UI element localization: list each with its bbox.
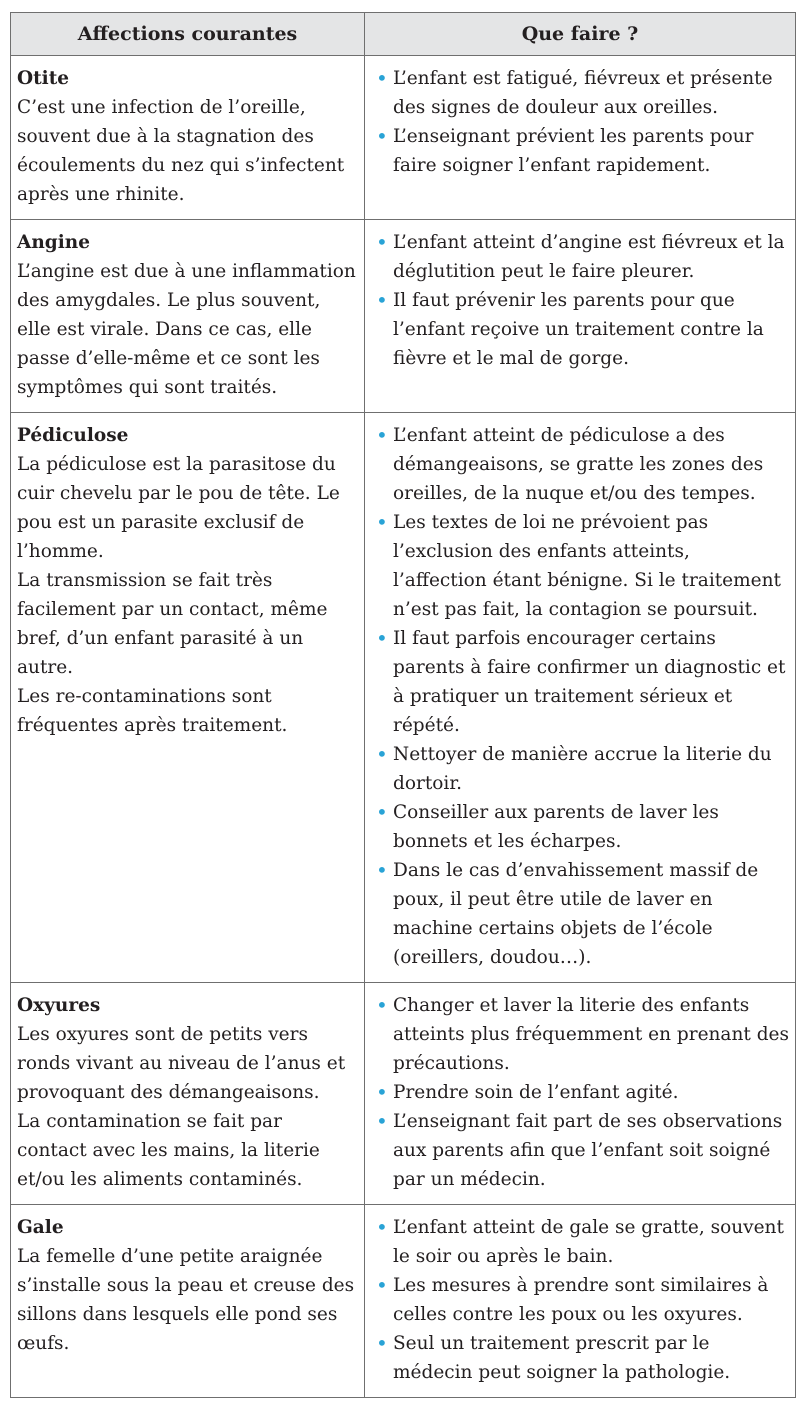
- action-list: [373, 421, 789, 972]
- action-item: [373, 122, 789, 180]
- action-text: Les textes de loi ne prévoient pas l’exclusion des enfants atteints, l’affection étant bénigne. Si le traitement n’est pas fait, la contagion se poursuit.: [393, 512, 781, 620]
- action-cell: [365, 983, 795, 1204]
- action-text: Dans le cas d’envahissement massif de poux, il peut être utile de laver en machine certains objets de l’école (oreillers, doudou…).: [393, 860, 759, 968]
- affection-cell: [11, 983, 365, 1204]
- affection-description: La femelle d’une petite araignée s’installe sous la peau et creuse des sillons dans lesquels elle pond ses œufs.: [17, 1246, 355, 1354]
- action-list: [373, 1213, 789, 1387]
- action-item: [373, 421, 789, 508]
- action-item: [373, 740, 789, 798]
- action-item: [373, 798, 789, 856]
- affection-name: Angine: [17, 232, 90, 253]
- affection-description: La pédiculose est la parasitose du cuir chevelu par le pou de tête. Le pou est un parasite exclusif de l’homme.: [17, 454, 340, 562]
- action-item: [373, 286, 789, 373]
- action-text: L’enfant atteint de pédiculose a des démangeaisons, se gratte les zones des oreilles, de la nuque et/ou des tempes.: [393, 425, 764, 504]
- action-item: [373, 1213, 789, 1271]
- action-cell: [365, 1205, 795, 1397]
- action-text: Changer et laver la literie des enfants atteints plus fréquemment en prenant des précautions.: [393, 995, 789, 1074]
- affections-table: [10, 12, 796, 1398]
- bullet-icon: •: [376, 800, 388, 824]
- action-text: L’enseignant fait part de ses observations aux parents afin que l’enfant soit soigné par un médecin.: [393, 1111, 783, 1190]
- action-text: Les mesures à prendre sont similaires à celles contre les poux ou les oxyures.: [393, 1275, 769, 1325]
- action-text: Seul un traitement prescrit par le médecin peut soigner la pathologie.: [393, 1333, 731, 1383]
- bullet-icon: •: [376, 1080, 388, 1104]
- bullet-icon: •: [376, 510, 388, 534]
- bullet-icon: •: [376, 288, 388, 312]
- bullet-icon: •: [376, 124, 388, 148]
- table-row: [11, 413, 795, 983]
- action-text: L’enfant atteint de gale se gratte, souvent le soir ou après le bain.: [393, 1217, 784, 1267]
- table-row: [11, 983, 795, 1205]
- action-list: [373, 991, 789, 1194]
- header-affections: Affections courantes: [11, 13, 365, 55]
- bullet-icon: •: [376, 1109, 388, 1133]
- action-text: L’enfant atteint d’angine est fiévreux et la déglutition peut le faire pleurer.: [393, 232, 785, 282]
- affection-name: Otite: [17, 68, 70, 89]
- action-item: [373, 1078, 789, 1107]
- bullet-icon: •: [376, 858, 388, 882]
- affection-description: Les oxyures sont de petits vers ronds vivant au niveau de l’anus et provoquant des démangeaisons.: [17, 1024, 346, 1103]
- affection-description: Les re-contaminations sont fréquentes après traitement.: [17, 686, 288, 736]
- action-text: Il faut prévenir les parents pour que l’enfant reçoive un traitement contre la fièvre et le mal de gorge.: [393, 290, 764, 369]
- action-text: Prendre soin de l’enfant agité.: [393, 1082, 679, 1103]
- bullet-icon: •: [376, 742, 388, 766]
- action-item: [373, 624, 789, 740]
- affection-description: L’angine est due à une inflammation des amygdales. Le plus souvent, elle est virale. Dans ce cas, elle passe d’elle-même et ce sont les symptômes qui sont traités.: [17, 261, 356, 398]
- affection-name: Gale: [17, 1217, 64, 1238]
- bullet-icon: •: [376, 626, 388, 650]
- affection-cell: [11, 220, 365, 412]
- affection-cell: [11, 56, 365, 219]
- action-text: Nettoyer de manière accrue la literie du dortoir.: [393, 744, 772, 794]
- bullet-icon: •: [376, 423, 388, 447]
- action-text: L’enfant est fatigué, fiévreux et présente des signes de douleur aux oreilles.: [393, 68, 773, 118]
- bullet-icon: •: [376, 230, 388, 254]
- action-cell: [365, 413, 795, 982]
- action-cell: [365, 220, 795, 412]
- action-item: [373, 991, 789, 1078]
- bullet-icon: •: [376, 993, 388, 1017]
- affection-description: C’est une infection de l’oreille, souvent due à la stagnation des écoulements du nez qui s’infectent après une rhinite.: [17, 97, 345, 205]
- action-item: [373, 1271, 789, 1329]
- affection-name: Pédiculose: [17, 425, 129, 446]
- action-list: [373, 228, 789, 373]
- action-item: [373, 508, 789, 624]
- table-header: [11, 13, 795, 56]
- bullet-icon: •: [376, 1273, 388, 1297]
- action-list: [373, 64, 789, 180]
- affection-cell: [11, 413, 365, 982]
- action-item: [373, 856, 789, 972]
- table-row: [11, 220, 795, 413]
- table-body: [11, 56, 795, 1397]
- affection-description: La transmission se fait très facilement par un contact, même bref, d’un enfant parasité à un autre.: [17, 570, 328, 678]
- action-item: [373, 1329, 789, 1387]
- table-row: [11, 1205, 795, 1397]
- action-text: Conseiller aux parents de laver les bonnets et les écharpes.: [393, 802, 719, 852]
- affection-description: La contamination se fait par contact avec les mains, la literie et/ou les aliments contaminés.: [17, 1111, 320, 1190]
- affection-name: Oxyures: [17, 995, 101, 1016]
- action-text: L’enseignant prévient les parents pour faire soigner l’enfant rapidement.: [393, 126, 754, 176]
- action-item: [373, 64, 789, 122]
- bullet-icon: •: [376, 66, 388, 90]
- action-cell: [365, 56, 795, 219]
- action-item: [373, 228, 789, 286]
- affection-cell: [11, 1205, 365, 1397]
- bullet-icon: •: [376, 1215, 388, 1239]
- action-text: Il faut parfois encourager certains parents à faire confirmer un diagnostic et à pratiquer un traitement sérieux et répété.: [393, 628, 786, 736]
- table-row: [11, 56, 795, 220]
- bullet-icon: •: [376, 1331, 388, 1355]
- header-que-faire: Que faire ?: [521, 23, 639, 45]
- action-item: [373, 1107, 789, 1194]
